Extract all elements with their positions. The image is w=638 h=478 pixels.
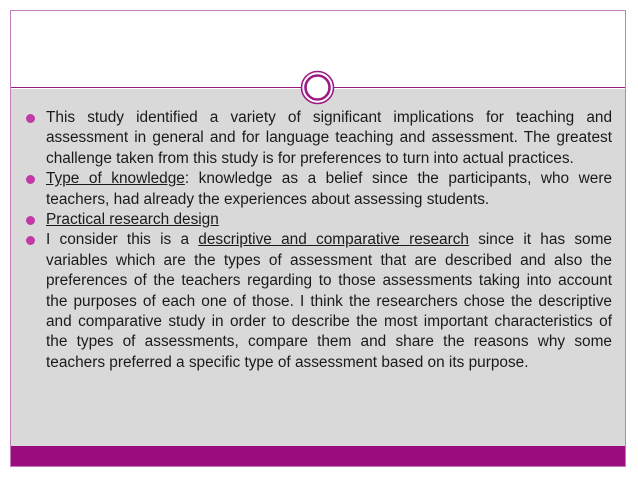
bullet-text: since it has some variables which are the types of assessment that are described and also the preferences of the teachers regarding to those assessments taking into account the purposes of each one of those. I think the researchers chose the descriptive and comparative study in order to describe the most important characteristics of the types of assessments, compare them and share the reasons why some teachers preferred a specific type of assessment based on its purpose. <box>46 231 612 371</box>
bullet-icon <box>26 175 35 184</box>
list-item <box>24 108 612 169</box>
bullet-text: : knowledge as a belief since the participants, who were teachers, had already the experiences about assessing students. <box>46 170 612 208</box>
bullet-icon <box>26 236 35 245</box>
bullet-list <box>24 108 612 373</box>
bullet-icon <box>26 114 35 123</box>
underlined-term: Practical research design <box>46 211 219 229</box>
list-item <box>24 210 612 230</box>
footer-bar <box>11 446 625 466</box>
bullet-icon <box>26 216 35 225</box>
double-ring-circle-icon <box>300 70 335 105</box>
bullet-text: This study identified a variety of significant implications for teaching and assessment in general and for language teaching and assessment. The greatest challenge taken from this study is for preferences to turn into actual practices. <box>46 109 612 167</box>
underlined-term: Type of knowledge <box>46 170 185 188</box>
list-item <box>24 169 612 210</box>
list-item <box>24 230 612 373</box>
underlined-term: descriptive and comparative research <box>198 231 469 249</box>
bullet-text: I consider this is a <box>46 231 199 249</box>
